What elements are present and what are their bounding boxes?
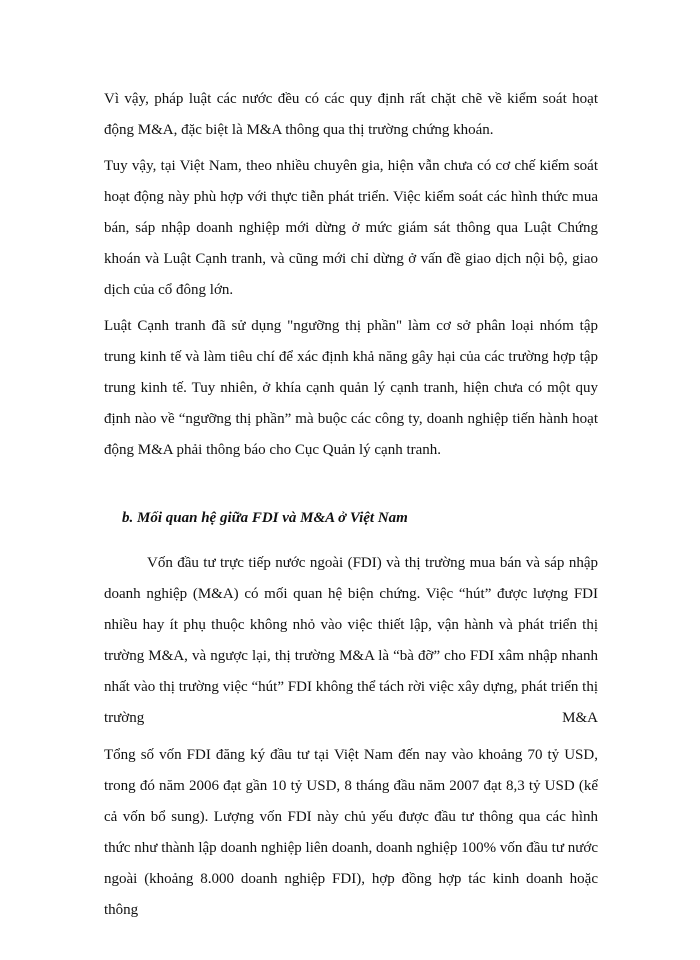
paragraph-ma-control-laws: Vì vậy, pháp luật các nước đều có các quy định rất chặt chẽ về kiểm soát hoạt động M&A, đặc biệt là M&A thông qua thị trường chứng khoán. xyxy=(104,91,598,138)
paragraph-fdi-ma-text: Vốn đầu tư trực tiếp nước ngoài (FDI) và thị trường mua bán và sáp nhập doanh nghiệp (M&A) có mối quan hệ biện chứng. Việc “hút” được lượng FDI nhiều hay ít phụ thuộc không nhỏ vào việc thiết lập, vận hành và phát triển thị trường M&A, và ngược lại, thị trường M&A là “bà đỡ” cho FDI xâm nhập nhanh nhất vào thị trường việc “hút” FDI không thể tách rời việc xây dựng, phát triển thị trường xyxy=(104,555,598,726)
paragraph-competition-law: Luật Cạnh tranh đã sử dụng "ngưỡng thị phần" làm cơ sở phân loại nhóm tập trung kinh tế và làm tiêu chí để xác định khả năng gây hại của các trường hợp tập trung kinh tế. Tuy nhiên, ở khía cạnh quản lý cạnh tranh, hiện chưa có một quy định nào về “ngưỡng thị phần” mà buộc các công ty, doanh nghiệp tiến hành hoạt động M&A phải thông báo cho Cục Quản lý cạnh tranh. xyxy=(104,318,598,458)
section-heading: b. Mối quan hệ giữa FDI và M&A ở Việt Nam xyxy=(122,510,408,526)
paragraph-fdi-totals: Tổng số vốn FDI đăng ký đầu tư tại Việt Nam đến nay vào khoảng 70 tỷ USD, trong đó năm 2006 đạt gần 10 tỷ USD, 8 tháng đầu năm 2007 đạt 8,3 tỷ USD (kể cả vốn bổ sung). Lượng vốn FDI này chủ yếu được đầu tư thông qua các hình thức như thành lập doanh nghiệp liên doanh, doanh nghiệp 100% vốn đầu tư nước ngoài (khoảng 8.000 doanh nghiệp FDI), hợp đồng hợp tác kinh doanh hoặc thông xyxy=(104,747,598,918)
paragraph-vietnam-control: Tuy vậy, tại Việt Nam, theo nhiều chuyên gia, hiện vẫn chưa có cơ chế kiểm soát hoạt động này phù hợp với thực tiễn phát triển. Việc kiểm soát các hình thức mua bán, sáp nhập doanh nghiệp mới dừng ở mức giám sát thông qua Luật Chứng khoán và Luật Cạnh tranh, và cũng mới chỉ dừng ở vấn đề giao dịch nội bộ, giao dịch của cổ đông lớn. xyxy=(104,158,598,298)
paragraph-fdi-ma-tail: M&A xyxy=(562,710,598,726)
paragraph-fdi-ma-relationship xyxy=(104,548,598,734)
